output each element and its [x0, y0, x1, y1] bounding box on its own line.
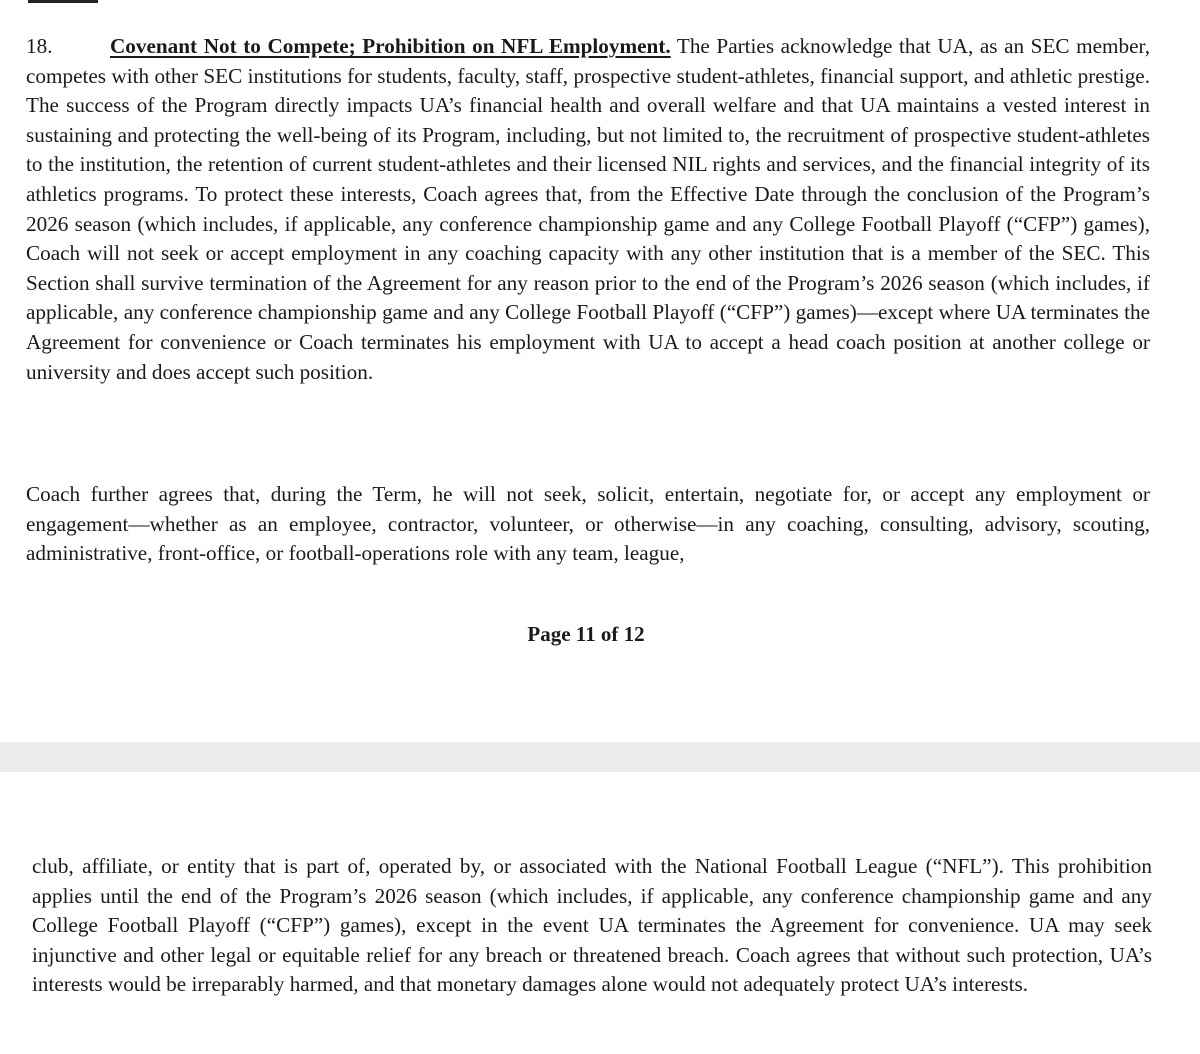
section-18-paragraph-3: club, affiliate, or entity that is part of, operated by, or associated with the National Football League (“NFL”). This prohibition applies until the end of the Program’s 2026 season (which includes, if applicable, any conference championship game and any College Football Playoff (“CFP”) games), except in the event UA terminates the Agreement for convenience. UA may seek injunctive and other legal or equitable relief for any breach or threatened breach. Coach agrees that without such protection, UA’s interests would be irreparably harmed, and that monetary damages alone would not adequately protect UA’s interests. [32, 854, 1152, 997]
page-edge-mark [28, 0, 98, 3]
section-18-paragraph-2: Coach further agrees that, during the Term, he will not seek, solicit, entertain, negotiate for, or accept any employment or engagement—whether as an employee, contractor, volunteer, or otherwise—in any coaching, consulting, advisory, scouting, administrative, front-office, or football-operations role with any team, league, [26, 482, 1150, 566]
document-page-12 [0, 772, 1200, 1054]
section-18-body: The Parties acknowledge that UA, as an SEC member, competes with other SEC institutions for students, faculty, staff, prospective student-athletes, financial support, and athletic prestige. The success of the Program directly impacts UA’s financial health and overall welfare and that UA maintains a vested interest in sustaining and protecting the well-being of its Program, including, but not limited to, the recruitment of prospective student-athletes to the institution, the retention of current student-athletes and their licensed NIL rights and services, and the financial integrity of its athletics programs. To protect these interests, Coach agrees that, from the Effective Date through the conclusion of the Program’s 2026 season (which includes, if applicable, any conference championship game and any College Football Playoff (“CFP”) games), Coach will not seek or accept employment in any coaching capacity with any other institution that is a member of the SEC. This Section shall survive termination of the Agreement for any reason prior to the end of the Program’s 2026 season (which includes, if applicable, any conference championship game and any College Football Playoff (“CFP”) games)—except where UA terminates the Agreement for convenience or Coach terminates his employment with UA to accept a head coach position at another college or university and does accept such position. [26, 34, 1150, 384]
section-heading: Covenant Not to Compete; Prohibition on NFL Employment. [110, 34, 671, 58]
page-number: Page 11 of 12 [527, 622, 645, 646]
section-18-paragraph-1 [26, 32, 1150, 387]
page-separator [0, 742, 1200, 772]
section-number: 18. [26, 34, 53, 58]
